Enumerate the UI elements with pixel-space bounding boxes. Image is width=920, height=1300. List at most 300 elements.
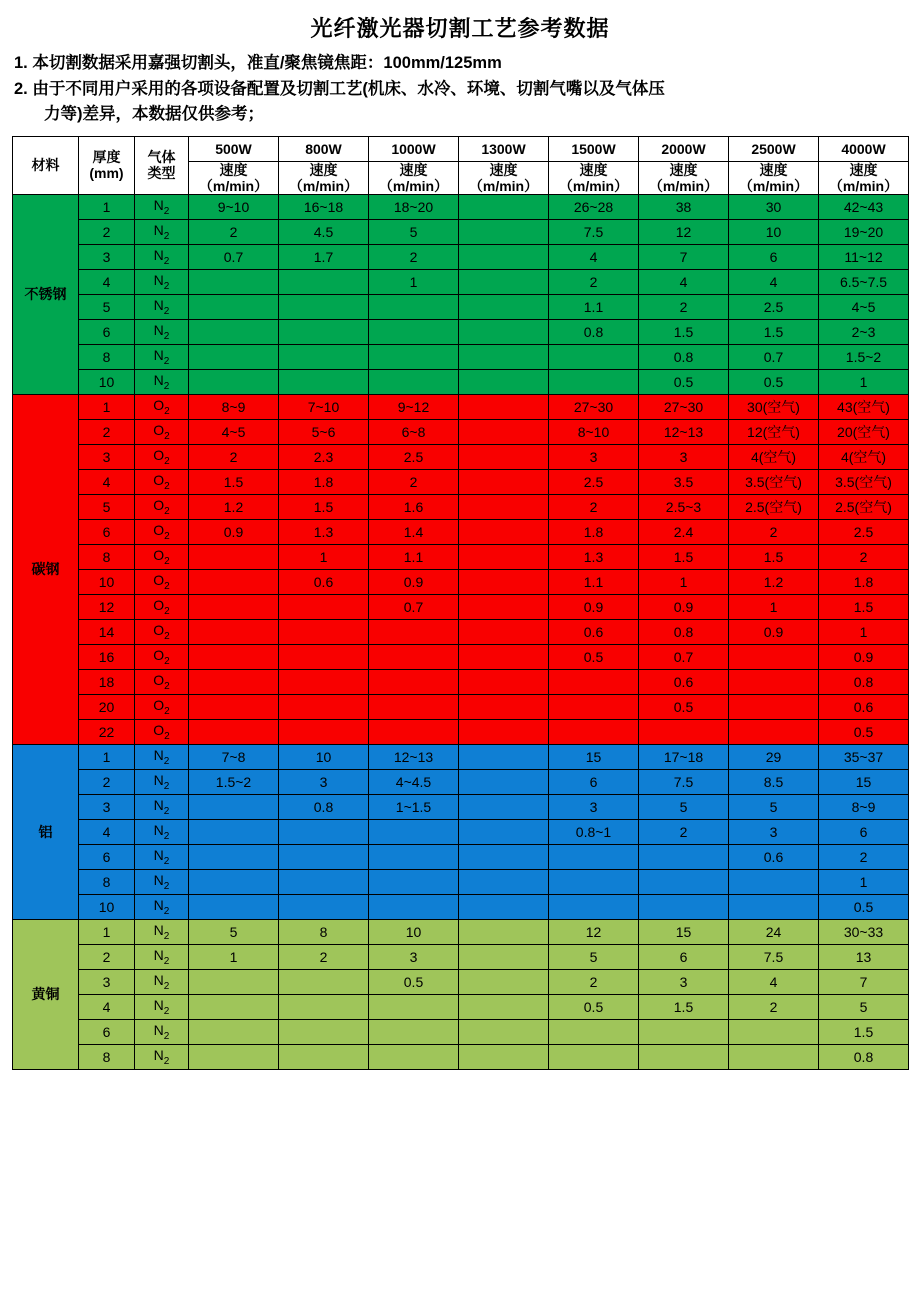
speed-cell-2000w (639, 1019, 729, 1044)
gas-cell: $N_2$ (135, 294, 189, 319)
table-row (13, 544, 909, 569)
speed-cell-1300w (459, 869, 549, 894)
speed-cell-1000w (369, 994, 459, 1019)
speed-cell-4000w: 30~33 (819, 919, 909, 944)
speed-cell-2500w (729, 869, 819, 894)
speed-cell-1300w (459, 769, 549, 794)
speed-cell-500w (189, 794, 279, 819)
speed-cell-2000w (639, 894, 729, 919)
speed-cell-4000w: 0.9 (819, 644, 909, 669)
speed-cell-1500w (549, 719, 639, 744)
speed-cell-1300w (459, 544, 549, 569)
header-row-power (13, 136, 909, 161)
table-row (13, 519, 909, 544)
gas-cell: $O_2$ (135, 594, 189, 619)
thickness-cell: 5 (79, 494, 135, 519)
speed-cell-1300w (459, 1019, 549, 1044)
speed-cell-2500w: 12(空气) (729, 419, 819, 444)
speed-cell-1000w: 1.1 (369, 544, 459, 569)
speed-cell-1500w: 3 (549, 444, 639, 469)
speed-cell-1000w (369, 1019, 459, 1044)
speed-cell-4000w: 1 (819, 869, 909, 894)
speed-cell-4000w: 5 (819, 994, 909, 1019)
table-row (13, 994, 909, 1019)
speed-cell-1300w (459, 269, 549, 294)
speed-cell-800w (279, 594, 369, 619)
header-thickness (79, 136, 135, 194)
speed-cell-500w: 0.9 (189, 519, 279, 544)
header-speed-1300w (459, 161, 549, 194)
speed-label: 速度 (219, 161, 248, 178)
speed-cell-1500w (549, 894, 639, 919)
note-line-1: 1. 本切割数据采用嘉强切割头，准直/聚焦镜焦距：100mm/125mm (14, 54, 502, 72)
speed-cell-2500w: 30 (729, 194, 819, 219)
speed-cell-800w: 0.8 (279, 794, 369, 819)
speed-cell-800w (279, 844, 369, 869)
speed-cell-2000w: 1.5 (639, 544, 729, 569)
speed-cell-2000w: 4 (639, 269, 729, 294)
speed-cell-2000w: 3 (639, 444, 729, 469)
speed-cell-4000w: 0.5 (819, 894, 909, 919)
thickness-cell: 8 (79, 869, 135, 894)
speed-cell-1500w: 7.5 (549, 219, 639, 244)
thickness-cell: 18 (79, 669, 135, 694)
speed-cell-2000w: 0.7 (639, 644, 729, 669)
speed-cell-4000w: 7 (819, 969, 909, 994)
gas-cell: $N_2$ (135, 969, 189, 994)
speed-cell-4000w: 19~20 (819, 219, 909, 244)
speed-cell-1300w (459, 194, 549, 219)
thickness-cell: 1 (79, 194, 135, 219)
speed-cell-1300w (459, 794, 549, 819)
speed-cell-1500w: 1.1 (549, 569, 639, 594)
speed-cell-2500w: 0.7 (729, 344, 819, 369)
gas-cell: $N_2$ (135, 369, 189, 394)
table-row (13, 844, 909, 869)
header-thickness-line2: (mm) (89, 165, 124, 182)
thickness-cell: 20 (79, 694, 135, 719)
thickness-cell: 5 (79, 294, 135, 319)
speed-cell-1300w (459, 944, 549, 969)
speed-cell-800w (279, 619, 369, 644)
speed-unit: （m/min） (468, 177, 539, 194)
speed-cell-2000w: 6 (639, 944, 729, 969)
speed-cell-800w (279, 694, 369, 719)
speed-cell-1500w: 2 (549, 969, 639, 994)
speed-cell-500w (189, 369, 279, 394)
speed-cell-1000w: 1~1.5 (369, 794, 459, 819)
speed-cell-1500w: 2 (549, 269, 639, 294)
speed-cell-2500w: 0.9 (729, 619, 819, 644)
speed-cell-800w (279, 1019, 369, 1044)
speed-cell-1000w: 6~8 (369, 419, 459, 444)
speed-cell-800w (279, 369, 369, 394)
speed-cell-4000w: 1 (819, 619, 909, 644)
table-row (13, 644, 909, 669)
speed-cell-2500w: 2.5(空气) (729, 494, 819, 519)
speed-cell-2500w: 1 (729, 594, 819, 619)
gas-cell: $O_2$ (135, 644, 189, 669)
speed-cell-1500w: 1.3 (549, 544, 639, 569)
speed-cell-1000w (369, 344, 459, 369)
speed-cell-1000w (369, 719, 459, 744)
speed-cell-1000w: 12~13 (369, 744, 459, 769)
thickness-cell: 3 (79, 969, 135, 994)
speed-cell-800w (279, 1044, 369, 1069)
thickness-cell: 2 (79, 944, 135, 969)
speed-cell-1000w (369, 819, 459, 844)
notes-block (12, 51, 908, 128)
speed-cell-1000w: 0.7 (369, 594, 459, 619)
speed-unit: （m/min） (288, 177, 359, 194)
speed-cell-1500w: 8~10 (549, 419, 639, 444)
table-row (13, 319, 909, 344)
table-row (13, 969, 909, 994)
speed-cell-4000w: 2 (819, 544, 909, 569)
cutting-parameters-table (12, 136, 909, 1070)
speed-cell-1000w: 4~4.5 (369, 769, 459, 794)
speed-cell-1000w (369, 294, 459, 319)
speed-cell-800w: 8 (279, 919, 369, 944)
speed-cell-800w (279, 669, 369, 694)
speed-cell-800w: 4.5 (279, 219, 369, 244)
speed-cell-1300w (459, 894, 549, 919)
speed-cell-800w: 2.3 (279, 444, 369, 469)
speed-cell-800w (279, 269, 369, 294)
speed-cell-2500w (729, 719, 819, 744)
speed-cell-500w (189, 1044, 279, 1069)
thickness-cell: 8 (79, 544, 135, 569)
speed-cell-800w: 5~6 (279, 419, 369, 444)
header-power-2500w: 2500W (729, 136, 819, 161)
header-power-800w: 800W (279, 136, 369, 161)
speed-cell-500w: 1.2 (189, 494, 279, 519)
gas-cell: $N_2$ (135, 244, 189, 269)
thickness-cell: 6 (79, 844, 135, 869)
table-row (13, 744, 909, 769)
speed-cell-500w: 1 (189, 944, 279, 969)
speed-cell-1000w (369, 1044, 459, 1069)
table-row (13, 219, 909, 244)
speed-cell-2000w (639, 1044, 729, 1069)
speed-cell-2500w: 1.2 (729, 569, 819, 594)
gas-cell: $N_2$ (135, 269, 189, 294)
thickness-cell: 2 (79, 419, 135, 444)
table-row (13, 269, 909, 294)
speed-cell-500w: 9~10 (189, 194, 279, 219)
header-speed-2000w (639, 161, 729, 194)
speed-unit: （m/min） (828, 177, 899, 194)
header-speed-800w (279, 161, 369, 194)
speed-cell-4000w: 15 (819, 769, 909, 794)
table-row (13, 669, 909, 694)
speed-label: 速度 (309, 161, 338, 178)
table-row (13, 894, 909, 919)
speed-cell-2000w: 0.5 (639, 694, 729, 719)
speed-cell-4000w: 35~37 (819, 744, 909, 769)
speed-cell-2500w: 1.5 (729, 319, 819, 344)
speed-cell-800w (279, 644, 369, 669)
thickness-cell: 10 (79, 894, 135, 919)
speed-cell-2500w: 3.5(空气) (729, 469, 819, 494)
speed-cell-500w: 2 (189, 219, 279, 244)
speed-cell-500w (189, 294, 279, 319)
table-row (13, 494, 909, 519)
speed-cell-4000w: 1.5 (819, 594, 909, 619)
speed-cell-1300w (459, 569, 549, 594)
speed-cell-1300w (459, 594, 549, 619)
speed-cell-1000w (369, 869, 459, 894)
thickness-cell: 6 (79, 319, 135, 344)
speed-cell-800w (279, 969, 369, 994)
speed-label: 速度 (399, 161, 428, 178)
speed-cell-1000w: 9~12 (369, 394, 459, 419)
speed-cell-2500w: 6 (729, 244, 819, 269)
thickness-cell: 8 (79, 1044, 135, 1069)
thickness-cell: 1 (79, 919, 135, 944)
speed-cell-1000w (369, 319, 459, 344)
gas-cell: $O_2$ (135, 619, 189, 644)
speed-label: 速度 (579, 161, 608, 178)
speed-cell-500w (189, 844, 279, 869)
thickness-cell: 2 (79, 219, 135, 244)
speed-cell-2500w: 10 (729, 219, 819, 244)
header-power-1500w: 1500W (549, 136, 639, 161)
speed-cell-500w: 8~9 (189, 394, 279, 419)
gas-cell: $O_2$ (135, 719, 189, 744)
thickness-cell: 2 (79, 769, 135, 794)
speed-cell-1500w: 1.1 (549, 294, 639, 319)
table-row (13, 419, 909, 444)
speed-cell-500w (189, 594, 279, 619)
speed-cell-1000w: 5 (369, 219, 459, 244)
thickness-cell: 8 (79, 344, 135, 369)
speed-cell-2500w: 4 (729, 969, 819, 994)
speed-cell-1300w (459, 419, 549, 444)
speed-cell-2000w (639, 869, 729, 894)
speed-cell-1000w (369, 369, 459, 394)
table-row (13, 469, 909, 494)
speed-cell-2000w: 38 (639, 194, 729, 219)
speed-unit: （m/min） (648, 177, 719, 194)
gas-cell: $N_2$ (135, 819, 189, 844)
header-thickness-line1: 厚度 (92, 149, 121, 166)
gas-cell: $O_2$ (135, 394, 189, 419)
speed-cell-1300w (459, 344, 549, 369)
speed-cell-500w: 7~8 (189, 744, 279, 769)
speed-cell-1000w: 2.5 (369, 444, 459, 469)
speed-cell-4000w: 4~5 (819, 294, 909, 319)
speed-cell-4000w: 11~12 (819, 244, 909, 269)
speed-cell-500w (189, 719, 279, 744)
speed-label: 速度 (669, 161, 698, 178)
table-row (13, 619, 909, 644)
speed-cell-1300w (459, 694, 549, 719)
thickness-cell: 4 (79, 269, 135, 294)
note-line-3: 力等)差异，本数据仅供参考； (44, 105, 264, 124)
speed-cell-2000w: 1.5 (639, 994, 729, 1019)
table-row (13, 369, 909, 394)
speed-cell-500w (189, 969, 279, 994)
speed-cell-500w: 1.5~2 (189, 769, 279, 794)
gas-cell: $O_2$ (135, 494, 189, 519)
speed-cell-1500w: 6 (549, 769, 639, 794)
speed-cell-500w (189, 619, 279, 644)
thickness-cell: 16 (79, 644, 135, 669)
gas-cell: $N_2$ (135, 769, 189, 794)
speed-cell-4000w: 1.8 (819, 569, 909, 594)
thickness-cell: 22 (79, 719, 135, 744)
speed-cell-1500w: 0.5 (549, 644, 639, 669)
thickness-cell: 3 (79, 244, 135, 269)
thickness-cell: 3 (79, 794, 135, 819)
speed-cell-800w (279, 344, 369, 369)
speed-cell-800w: 1.8 (279, 469, 369, 494)
speed-cell-2000w: 5 (639, 794, 729, 819)
header-power-4000w: 4000W (819, 136, 909, 161)
speed-cell-500w: 1.5 (189, 469, 279, 494)
thickness-cell: 4 (79, 994, 135, 1019)
speed-cell-2500w (729, 669, 819, 694)
material-cell: 不锈钢 (13, 194, 79, 394)
speed-cell-1500w: 5 (549, 944, 639, 969)
thickness-cell: 4 (79, 819, 135, 844)
speed-unit: （m/min） (558, 177, 629, 194)
speed-cell-500w: 4~5 (189, 419, 279, 444)
speed-cell-500w (189, 319, 279, 344)
speed-cell-1300w (459, 919, 549, 944)
speed-cell-1300w (459, 294, 549, 319)
gas-cell: $N_2$ (135, 194, 189, 219)
speed-cell-2500w: 1.5 (729, 544, 819, 569)
speed-cell-1500w: 2.5 (549, 469, 639, 494)
speed-cell-800w: 7~10 (279, 394, 369, 419)
header-speed-1000w (369, 161, 459, 194)
speed-cell-2000w: 2.4 (639, 519, 729, 544)
header-gas (135, 136, 189, 194)
gas-cell: $N_2$ (135, 869, 189, 894)
header-speed-4000w (819, 161, 909, 194)
speed-cell-800w: 2 (279, 944, 369, 969)
gas-cell: $O_2$ (135, 469, 189, 494)
speed-cell-1500w: 15 (549, 744, 639, 769)
speed-cell-500w: 0.7 (189, 244, 279, 269)
speed-cell-4000w: 1.5 (819, 1019, 909, 1044)
gas-cell: $O_2$ (135, 544, 189, 569)
table-row (13, 394, 909, 419)
table-row (13, 594, 909, 619)
speed-cell-2000w: 0.5 (639, 369, 729, 394)
speed-cell-2000w (639, 719, 729, 744)
speed-cell-1500w (549, 344, 639, 369)
table-row (13, 569, 909, 594)
table-row (13, 819, 909, 844)
speed-cell-500w (189, 569, 279, 594)
speed-cell-500w (189, 669, 279, 694)
speed-cell-500w (189, 269, 279, 294)
speed-cell-1500w: 0.5 (549, 994, 639, 1019)
speed-cell-1300w (459, 719, 549, 744)
speed-cell-2500w: 7.5 (729, 944, 819, 969)
speed-cell-2000w (639, 844, 729, 869)
speed-cell-2000w: 12~13 (639, 419, 729, 444)
speed-cell-1000w: 1.4 (369, 519, 459, 544)
speed-cell-1500w (549, 844, 639, 869)
speed-cell-1300w (459, 469, 549, 494)
speed-cell-1300w (459, 994, 549, 1019)
header-material: 材料 (13, 136, 79, 194)
speed-cell-2500w: 0.5 (729, 369, 819, 394)
speed-cell-500w (189, 544, 279, 569)
speed-cell-1300w (459, 1044, 549, 1069)
speed-cell-1300w (459, 319, 549, 344)
speed-cell-1300w (459, 644, 549, 669)
speed-cell-1500w (549, 369, 639, 394)
speed-cell-800w: 10 (279, 744, 369, 769)
speed-cell-1500w: 4 (549, 244, 639, 269)
speed-cell-4000w: 2.5(空气) (819, 494, 909, 519)
speed-cell-800w (279, 819, 369, 844)
speed-label: 速度 (759, 161, 788, 178)
speed-cell-1300w (459, 394, 549, 419)
thickness-cell: 14 (79, 619, 135, 644)
gas-cell: $N_2$ (135, 1044, 189, 1069)
speed-cell-2500w: 4 (729, 269, 819, 294)
speed-unit: （m/min） (198, 177, 269, 194)
thickness-cell: 3 (79, 444, 135, 469)
speed-cell-4000w: 0.8 (819, 669, 909, 694)
speed-cell-4000w: 13 (819, 944, 909, 969)
speed-cell-800w: 1.3 (279, 519, 369, 544)
gas-cell: $N_2$ (135, 944, 189, 969)
speed-cell-1000w (369, 669, 459, 694)
thickness-cell: 10 (79, 369, 135, 394)
speed-cell-800w (279, 994, 369, 1019)
speed-cell-4000w: 6 (819, 819, 909, 844)
gas-cell: $N_2$ (135, 219, 189, 244)
speed-cell-4000w: 20(空气) (819, 419, 909, 444)
gas-cell: $O_2$ (135, 419, 189, 444)
speed-cell-1300w (459, 494, 549, 519)
speed-cell-1500w: 27~30 (549, 394, 639, 419)
speed-cell-500w (189, 344, 279, 369)
speed-cell-1500w: 1.8 (549, 519, 639, 544)
table-row (13, 944, 909, 969)
table-row (13, 719, 909, 744)
table-row (13, 294, 909, 319)
speed-cell-500w (189, 994, 279, 1019)
table-row (13, 694, 909, 719)
speed-cell-2000w: 2 (639, 819, 729, 844)
speed-cell-800w: 1.5 (279, 494, 369, 519)
header-gas-line1: 气体 (147, 149, 176, 166)
speed-cell-4000w: 43(空气) (819, 394, 909, 419)
speed-cell-1500w: 3 (549, 794, 639, 819)
speed-cell-1000w: 3 (369, 944, 459, 969)
speed-cell-1300w (459, 744, 549, 769)
speed-cell-2000w: 1 (639, 569, 729, 594)
speed-cell-500w (189, 694, 279, 719)
speed-cell-500w: 2 (189, 444, 279, 469)
header-power-1000w: 1000W (369, 136, 459, 161)
gas-cell: $N_2$ (135, 344, 189, 369)
speed-cell-2500w: 24 (729, 919, 819, 944)
speed-cell-4000w: 1.5~2 (819, 344, 909, 369)
table-row (13, 794, 909, 819)
speed-cell-1300w (459, 819, 549, 844)
gas-cell: $N_2$ (135, 919, 189, 944)
speed-cell-2500w (729, 894, 819, 919)
